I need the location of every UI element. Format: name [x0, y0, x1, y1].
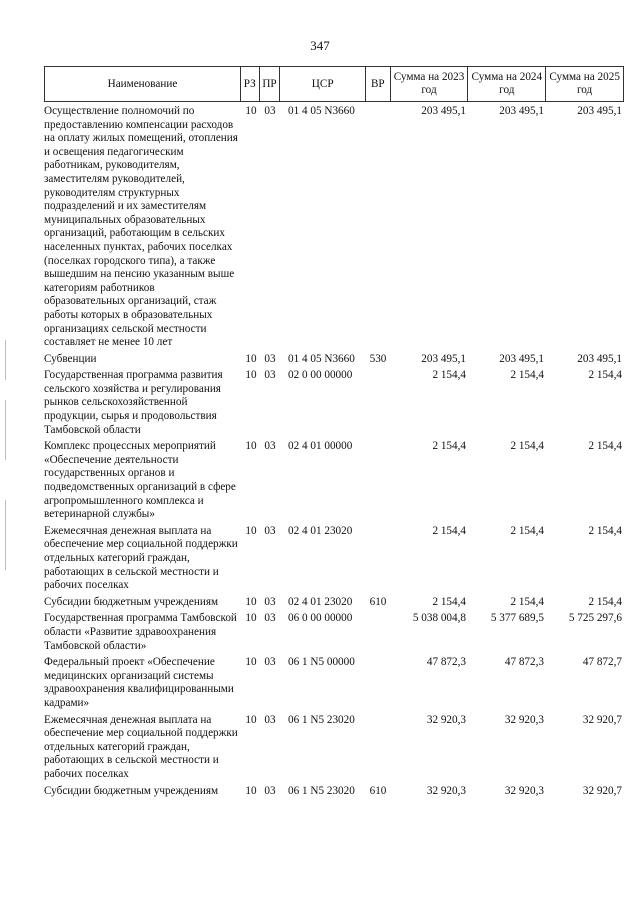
table-header: [44, 66, 624, 102]
row-vr: 530: [369, 352, 387, 365]
row-csr: 06 1 N5 23020: [288, 713, 355, 726]
row-sum-2025: 2 154,4: [588, 524, 622, 537]
row-rz: 10: [245, 105, 257, 117]
row-csr: 02 4 01 23020: [288, 524, 353, 537]
row-sum-2023: 2 154,4: [432, 595, 466, 608]
header-rz: РЗ: [240, 67, 259, 101]
row-csr: 06 1 N5 00000: [288, 656, 355, 669]
row-rz: 10: [245, 656, 257, 669]
row-sum-2025: 203 495,1: [577, 105, 622, 117]
row-pr: 03: [264, 440, 276, 453]
row-vr: 610: [369, 595, 387, 608]
table-row: [44, 596, 624, 610]
row-name: Государственная программа Тамбовской области «Развитие здравоохранения Тамбовской области»: [44, 612, 237, 652]
table-row: [44, 353, 624, 367]
row-sum-2025: 32 920,7: [582, 784, 622, 797]
row-rz: 10: [245, 595, 257, 608]
table-row: [44, 656, 624, 710]
row-vr: 610: [369, 784, 387, 797]
row-csr: 02 0 00 00000: [288, 369, 353, 382]
row-sum-2024: 203 495,1: [499, 352, 544, 365]
header-sum-2024: Сумма на 2024 год: [467, 67, 545, 101]
row-pr: 03: [264, 105, 276, 117]
margin-scan-mark: [5, 500, 6, 570]
row-name: Субсидии бюджетным учреждениям: [44, 784, 219, 797]
row-sum-2024: 2 154,4: [510, 524, 544, 537]
table-row: [44, 525, 624, 593]
row-sum-2023: 5 038 004,8: [412, 612, 466, 625]
row-pr: 03: [264, 656, 276, 669]
row-name: Осуществление полномочий по предоставлению компенсации расходов на оплату жилых помещений, отопления и освещения педагогическим работникам, руководителям, заместителям руководителей, руководителям структурных подразделений и их заместителям муниципальных образовательных организаций, работающим в сельских населенных пунктах, рабочих поселках (поселках городского типа), а также вышедшим на пенсию указанным выше категориям работников образовательных организаций, стаж работы которых в образовательных организациях сельской местности составляет не менее 10 лет: [44, 105, 238, 349]
row-rz: 10: [245, 369, 257, 382]
row-csr: 06 0 00 00000: [288, 612, 353, 625]
row-sum-2024: 32 920,3: [504, 784, 544, 797]
row-pr: 03: [264, 713, 276, 726]
row-sum-2023: 203 495,1: [421, 352, 466, 365]
row-pr: 03: [264, 352, 276, 365]
table-row: [44, 440, 624, 522]
row-rz: 10: [245, 440, 257, 453]
row-pr: 03: [264, 784, 276, 797]
row-sum-2025: 203 495,1: [577, 352, 622, 365]
row-rz: 10: [245, 352, 257, 365]
row-sum-2023: 203 495,1: [421, 105, 466, 117]
margin-scan-mark: [5, 400, 6, 460]
row-rz: 10: [245, 713, 257, 726]
row-sum-2024: 32 920,3: [504, 713, 544, 726]
row-sum-2024: 203 495,1: [499, 105, 544, 117]
row-rz: 10: [245, 524, 257, 537]
row-sum-2023: 2 154,4: [432, 440, 466, 453]
header-pr: ПР: [259, 67, 280, 101]
row-csr: 02 4 01 23020: [288, 595, 353, 608]
row-rz: 10: [245, 784, 257, 797]
row-sum-2023: 32 920,3: [426, 713, 466, 726]
table-row: [44, 105, 624, 350]
row-csr: 01 4 05 N3660: [288, 352, 355, 365]
header-name: Наименование: [107, 77, 178, 90]
row-sum-2023: 2 154,4: [432, 524, 466, 537]
row-csr: 02 4 01 00000: [288, 440, 353, 453]
row-sum-2025: 2 154,4: [588, 595, 622, 608]
row-sum-2025: 32 920,7: [582, 713, 622, 726]
row-name: Ежемесячная денежная выплата на обеспечение мер социальной поддержки отдельных категорий граждан, работающих в сельской местности и рабочих поселках: [44, 524, 238, 592]
header-vr: ВР: [365, 67, 390, 101]
row-name: Субсидии бюджетным учреждениям: [44, 595, 219, 608]
row-pr: 03: [264, 524, 276, 537]
row-csr: 01 4 05 N3660: [288, 105, 355, 117]
row-sum-2024: 2 154,4: [510, 440, 544, 453]
row-sum-2023: 47 872,3: [426, 656, 466, 669]
table-row: [44, 785, 624, 799]
row-vr: [366, 440, 390, 522]
row-sum-2024: 47 872,3: [504, 656, 544, 669]
budget-table: [44, 66, 624, 798]
row-name: Субвенции: [44, 352, 97, 365]
header-csr: ЦСР: [279, 67, 365, 101]
header-sum-2025: Сумма на 2025 год: [545, 67, 623, 101]
table-row: [44, 714, 624, 782]
page-number: 347: [310, 38, 330, 53]
row-name: Федеральный проект «Обеспечение медицинских организаций системы здравоохранения квалифицированными кадрами»: [44, 656, 234, 709]
row-sum-2025: 2 154,4: [588, 369, 622, 382]
row-vr: [366, 612, 390, 653]
table-row: [44, 369, 624, 437]
row-csr: 06 1 N5 23020: [288, 784, 355, 797]
row-sum-2023: 2 154,4: [432, 369, 466, 382]
row-vr: [366, 714, 390, 782]
row-name: Ежемесячная денежная выплата на обеспечение мер социальной поддержки отдельных категорий граждан, работающих в сельской местности и рабочих поселках: [44, 713, 238, 780]
row-name: Государственная программа развития сельского хозяйства и регулирования рынков сельскохозяйственной продукции, сырья и продовольствия Тамбовской области: [44, 369, 223, 436]
row-rz: 10: [245, 612, 257, 625]
row-vr: [366, 105, 390, 350]
row-vr: [366, 369, 390, 437]
header-sum-2023: Сумма на 2023 год: [390, 67, 468, 101]
row-vr: [366, 525, 390, 593]
row-sum-2025: 47 872,7: [582, 656, 622, 669]
row-vr: [366, 656, 390, 710]
row-sum-2024: 5 377 689,5: [490, 612, 544, 625]
row-sum-2024: 2 154,4: [510, 369, 544, 382]
row-sum-2024: 2 154,4: [510, 595, 544, 608]
row-sum-2023: 32 920,3: [426, 784, 466, 797]
row-pr: 03: [264, 369, 276, 382]
row-name: Комплекс процессных мероприятий «Обеспечение деятельности государственных органов и подведомственных организаций в сфере агропромышленного комплекса и ветеринарной службы»: [44, 440, 236, 521]
row-pr: 03: [264, 595, 276, 608]
row-sum-2025: 2 154,4: [588, 440, 622, 453]
row-pr: 03: [264, 612, 276, 625]
margin-scan-mark: [5, 340, 6, 380]
table-row: [44, 612, 624, 653]
row-sum-2025: 5 725 297,6: [568, 612, 622, 625]
